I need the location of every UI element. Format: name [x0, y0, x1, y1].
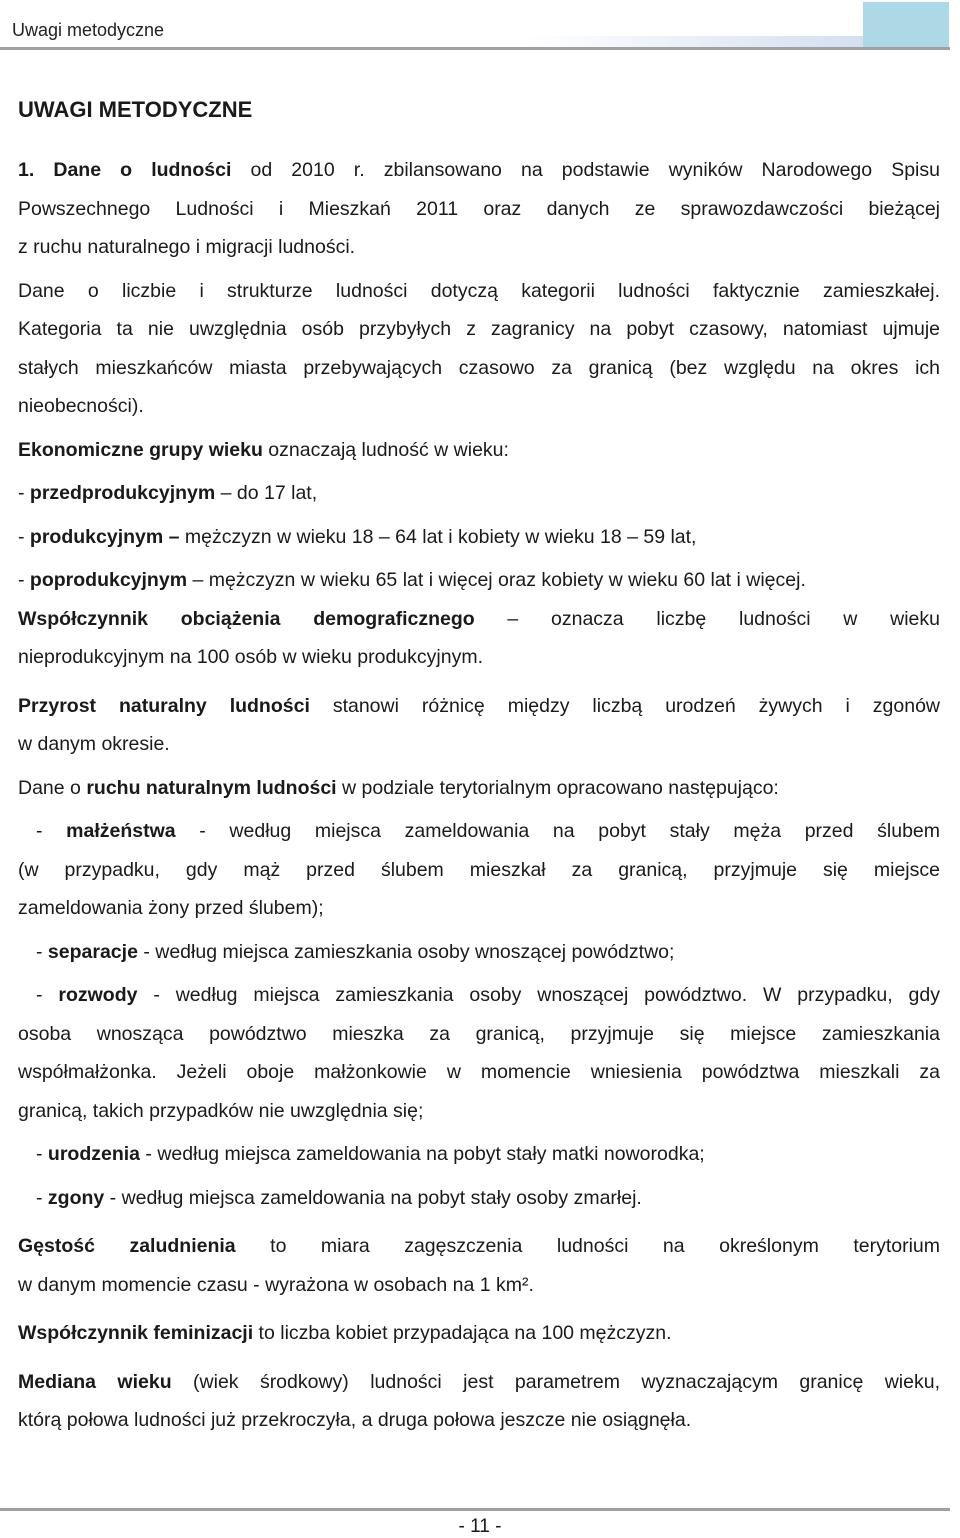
paragraph-line: którą połowa ludności już przekroczyła, a druga połowa jeszcze nie osiągnęła. — [18, 1409, 692, 1431]
list-item — [18, 933, 940, 972]
bold-term: ruchu naturalnym ludności — [86, 776, 337, 799]
page-title: UWAGI METODYCZNE — [18, 97, 253, 122]
text: - według miejsca zameldowania na pobyt stały męża przed ślubem — [175, 820, 940, 842]
list-item — [18, 812, 940, 851]
paragraph-line — [18, 1314, 940, 1353]
text: mężczyzn w wieku 18 – 64 lat i kobiety w wieku 18 – 59 lat, — [179, 525, 697, 548]
page-number: - 11 - — [458, 1516, 502, 1537]
bullet: - — [36, 1186, 48, 1209]
paragraph-line: Kategoria ta nie uwzględnia osób przybyłych z zagranicy na pobyt czasowy, natomiast ujmuje — [18, 318, 940, 340]
text: - według miejsca zamieszkania osoby wnoszącej powództwo. W przypadku, gdy — [137, 984, 940, 1006]
text: od 2010 r. zbilansowano na podstawie wyników Narodowego Spisu — [231, 159, 940, 181]
paragraph-line: Dane o liczbie i strukturze ludności dotyczą kategorii ludności faktycznie zamieszkałej. — [18, 279, 940, 302]
bold-term: Gęstość zaludnienia — [18, 1235, 236, 1257]
bold-term: 1. Dane o ludności — [18, 159, 232, 181]
bullet: - — [36, 1143, 48, 1165]
paragraph-line — [18, 769, 940, 808]
paragraph-line — [18, 151, 940, 190]
bullet: - — [36, 984, 59, 1006]
paragraph-line: w danym momencie czasu - wyrażona w osobach na 1 km². — [18, 1273, 534, 1296]
text: to liczba kobiet przypadająca na 100 mężczyzn. — [253, 1322, 672, 1344]
list-item — [18, 1179, 940, 1218]
paragraph-line: nieobecności). — [18, 395, 144, 417]
bullet: - — [18, 525, 30, 548]
bullet: - — [18, 482, 30, 504]
text: – do 17 lat, — [215, 482, 318, 504]
document-body — [18, 151, 940, 1440]
text: oznaczają ludność w wieku: — [262, 438, 509, 461]
bold-term: Ekonomiczne grupy wieku — [18, 438, 263, 461]
bold-term: rozwody — [58, 984, 138, 1006]
list-item — [18, 1135, 940, 1174]
bold-term: przedprodukcyjnym — [29, 482, 216, 504]
paragraph-line: osoba wnosząca powództwo mieszka za granicą, przyjmuje się miejsce zamieszkania — [18, 1022, 940, 1045]
paragraph-line: (w przypadku, gdy mąż przed ślubem mieszkał za granicą, przyjmuje się miejsce — [18, 858, 940, 881]
bold-term: produkcyjnym – — [29, 525, 180, 548]
header-color-block — [863, 2, 949, 47]
paragraph-line — [18, 1363, 940, 1402]
bold-term: poprodukcyjnym — [29, 569, 188, 591]
bold-term: Mediana wieku — [18, 1370, 172, 1393]
paragraph-line: z ruchu naturalnego i migracji ludności. — [18, 236, 356, 258]
text: stanowi różnicę między liczbą urodzeń żywych i zgonów — [309, 694, 940, 717]
bullet: - — [36, 820, 67, 842]
paragraph-line — [18, 687, 940, 726]
paragraph-line: granicą, takich przypadków nie uwzględnia się; — [18, 1099, 424, 1122]
text: - według miejsca zameldowania na pobyt stały osoby zmarłej. — [104, 1186, 642, 1209]
header-divider — [0, 47, 950, 50]
paragraph-line — [18, 1227, 940, 1266]
text: – mężczyzn w wieku 65 lat i więcej oraz kobiety w wieku 60 lat i więcej. — [187, 569, 806, 591]
bullet: - — [18, 569, 30, 591]
bold-term: Współczynnik feminizacji — [18, 1322, 254, 1344]
paragraph-line — [18, 431, 940, 470]
paragraph-line: stałych mieszkańców miasta przebywających czasowo za granicą (bez względu na okres ich — [18, 356, 940, 379]
text: (wiek środkowy) ludności jest parametrem wyznaczającym granicę wieku, — [171, 1370, 940, 1393]
paragraph-line: Powszechnego Ludności i Mieszkań 2011 oraz danych ze sprawozdawczości bieżącej — [18, 197, 940, 220]
header-title: Uwagi metodyczne — [12, 20, 165, 40]
text: to miara zagęszczenia ludności na określonym terytorium — [235, 1235, 941, 1257]
text: Dane o — [18, 776, 87, 799]
paragraph-line: zameldowania żony przed ślubem); — [18, 897, 324, 919]
bullet: - — [36, 940, 48, 963]
footer-divider — [0, 1508, 950, 1511]
list-item — [18, 976, 940, 1015]
paragraph-line: w danym okresie. — [18, 733, 170, 755]
list-item — [18, 518, 940, 557]
bold-term: urodzenia — [47, 1143, 141, 1165]
text: - według miejsca zamieszkania osoby wnoszącej powództwo; — [137, 940, 675, 963]
paragraph-line — [18, 600, 940, 639]
paragraph-line: współmałżonka. Jeżeli oboje małżonkowie w momencie wniesienia powództwa mieszkali za — [18, 1061, 940, 1083]
list-item — [18, 474, 940, 513]
text: - według miejsca zameldowania na pobyt stały matki noworodka; — [140, 1143, 705, 1165]
list-item — [18, 561, 940, 600]
text: w podziale terytorialnym opracowano następująco: — [336, 776, 779, 799]
bold-term: małżeństwa — [66, 820, 176, 842]
bold-term: separacje — [47, 940, 138, 963]
header-gradient-bar — [525, 36, 863, 47]
paragraph-line: nieprodukcyjnym na 100 osób w wieku produkcyjnym. — [18, 646, 483, 668]
bold-term: Przyrost naturalny ludności — [18, 694, 310, 717]
bold-term: Współczynnik obciążenia demograficznego — [18, 607, 475, 630]
text: – oznacza liczbę ludności w wieku — [474, 607, 940, 630]
bold-term: zgony — [47, 1186, 105, 1209]
